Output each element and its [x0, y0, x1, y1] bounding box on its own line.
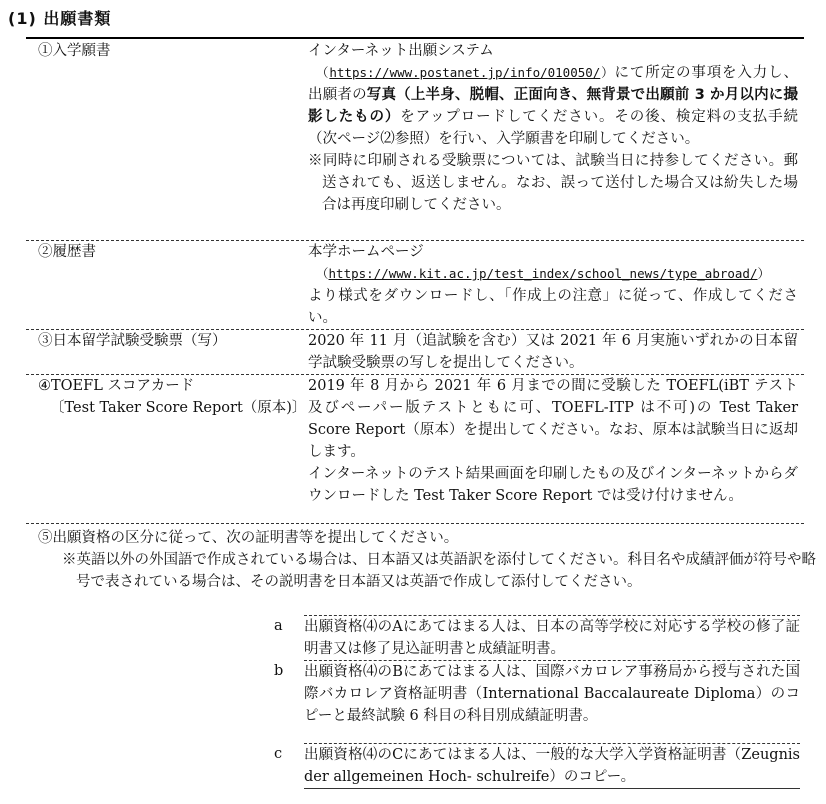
top-rule [26, 37, 804, 39]
doc-row-eju [26, 330, 804, 375]
row-label: ①入学願書 [38, 43, 111, 59]
row-line: インターネット出願システム [308, 43, 494, 59]
doc-row-resume [26, 241, 804, 330]
bottom-rule [304, 788, 800, 789]
row-paragraph: より様式をダウンロードし、「作成上の注意」に従って、作成してください。 [308, 288, 798, 326]
section-heading: (1) 出願書類 [8, 9, 112, 28]
url-link[interactable]: （https://www.kit.ac.jp/test_index/school_news/type_abroad/） [316, 266, 770, 281]
row-line: 本学ホームページ [308, 244, 424, 260]
row-paragraph: インターネットのテスト結果画面を印刷したもの及びインターネットからダウンロードした Test Taker Score Report では受け付けません。 [308, 466, 798, 504]
url-link[interactable]: （https://www.postanet.jp/info/010050/） [316, 65, 615, 80]
doc-row-application [26, 40, 804, 241]
section-note: ※英語以外の外国語で作成されている場合は、日本語又は英語訳を添付してください。科目名や成績評価が符号や略号で表されている場合は、その説明書を日本語又は英語で作成して添付してください。 [62, 552, 816, 590]
item-text: 出願資格⑷のAにあてはまる人は、日本の高等学校に対応する学校の修了証明書又は修了見込証明書と成績証明書。 [304, 615, 800, 660]
item-key: a [274, 618, 283, 634]
cert-item-b [270, 660, 804, 748]
bold-text: 写真（上半身、脱帽、正面向き、無背景で出願前 3 か月以内に撮影したもの） [308, 87, 799, 125]
cert-item-c [270, 743, 804, 787]
row-content [308, 241, 798, 329]
cert-item-a [270, 615, 804, 659]
row-paragraph: （https://www.postanet.jp/info/010050/）にて所定の事項を入力し、出願者の写真（上半身、脱帽、正面向き、無背景で出願前 3 か月以内に撮影したもの）をアップロードしてください。その後、検定料の支払手続（次ページ⑵参照）を行い、入学願書を印刷してください。 [308, 65, 799, 147]
item-text: 出願資格⑷のCにあてはまる人は、一般的な大学入学資格証明書（Zeugnis der allgemeinen Hoch- schulreife）のコピー。 [304, 743, 800, 788]
doc-row-toefl [26, 375, 804, 524]
item-text: 出願資格⑷のBにあてはまる人は、国際バカロレア事務局から授与された国際バカロレア資格証明書（International Baccalaureate Diploma）のコピーと最終試験 6 科目の科目別成績証明書。 [304, 660, 800, 727]
section-line: ⑤出願資格の区分に従って、次の証明書等を提出してください。 [38, 530, 459, 546]
item-key: c [274, 746, 283, 762]
row-label: ④TOEFL スコアカード 〔Test Taker Score Report（原本)〕 [38, 378, 307, 416]
row-content [308, 40, 798, 216]
row-note: ※同時に印刷される受験票については、試験当日に持参してください。郵送されても、返送しません。なお、誤って送付した場合又は紛失した場合は再度印刷してください。 [308, 153, 798, 213]
row-paragraph: 2020 年 11 月（追試験を含む）又は 2021 年 6 月実施いずれかの日本留学試験受験票の写しを提出してください。 [308, 333, 798, 371]
row-label: ②履歴書 [38, 244, 96, 260]
row-content [308, 375, 798, 507]
row-label: ③日本留学試験受験票（写） [38, 333, 227, 349]
section-certificates [26, 527, 816, 593]
row-paragraph: 2019 年 8 月から 2021 年 6 月までの間に受験した TOEFL(iBT テスト及びペーパー版テストともに可、TOEFL-ITP は不可)の Test Taker Score Report（原本）を提出してください。なお、原本は試験当日に返却します。 [308, 378, 798, 460]
item-key: b [274, 663, 284, 679]
row-content [308, 330, 798, 374]
